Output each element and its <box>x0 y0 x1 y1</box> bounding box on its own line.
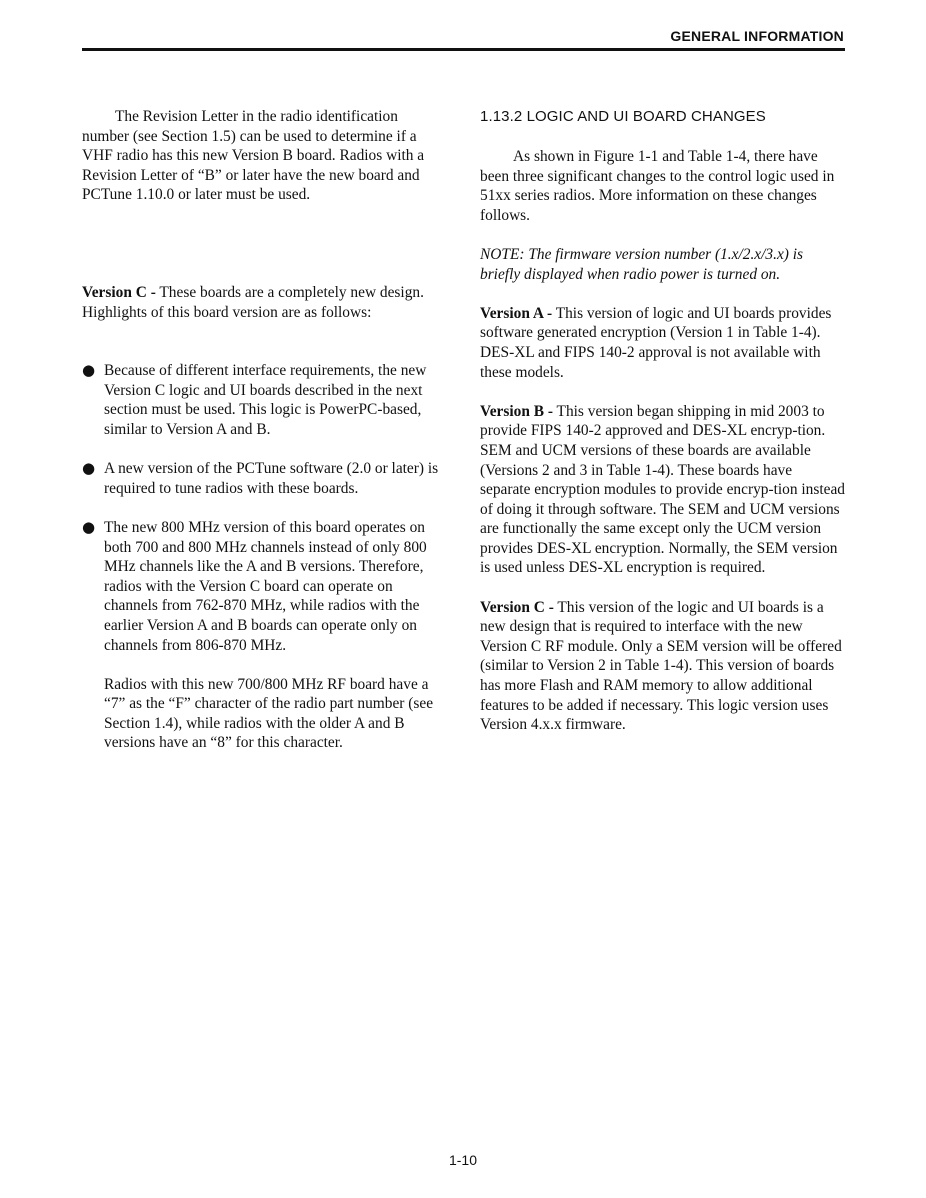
bullet-icon: ● <box>82 517 96 536</box>
page-number: 1-10 <box>448 1152 478 1168</box>
version-a-text: This version of logic and UI boards provides software generated encryption (Version 1 in Table 1-4). DES-XL and FIPS 140-2 approval is not available with these models. <box>480 304 832 381</box>
version-b-label: Version B - <box>480 402 553 420</box>
bullet-followup-paragraph: Radios with this new 700/800 MHz RF board have a “7” as the “F” character of the radio part number (see Section 1.4), while radios with the older A and B versions have an “8” for this character. <box>104 675 434 752</box>
version-a-label: Version A - <box>480 304 553 322</box>
version-c-label: Version C - <box>82 284 156 301</box>
intro-paragraph: As shown in Figure 1-1 and Table 1-4, there have been three significant changes to the control logic used in 51xx series radios. More information on these changes follows. <box>480 148 835 224</box>
bullet-icon: ● <box>82 459 96 478</box>
header-rule <box>82 48 845 51</box>
version-b-paragraph <box>480 402 846 578</box>
version-c-text: These boards are a completely new design. Highlights of this board version are as follows: <box>82 284 424 321</box>
version-c-paragraph <box>480 598 846 735</box>
list-item-text: The new 800 MHz version of this board operates on both 700 and 800 MHz channels instead of only 800 MHz channels like the A and B versions. Therefore, radios with the Version C board can operate on channels from 762-870 MHz, while radios with the earlier Version A and B boards can operate only on channels from 806-870 MHz. <box>104 518 427 654</box>
version-c-text: This version of the logic and UI boards is a new design that is required to interface with the new Version C RF module. Only a SEM version will be offered (similar to Version 2 in Table 1-4). This version of boards has more Flash and RAM memory to allow additional features to be added if necessary. This logic version uses Version 4.x.x firmware. <box>480 598 842 734</box>
intro-paragraph: The Revision Letter in the radio identification number (see Section 1.5) can be used to determine if a VHF radio has this new Version B board. Radios with a Revision Letter of “B” or later have the new board and PCTune 1.10.0 or later must be used. <box>82 108 425 204</box>
running-header-title: GENERAL INFORMATION <box>670 28 844 44</box>
list-item-text: A new version of the PCTune software (2.0 or later) is required to tune radios with these boards. <box>104 460 439 497</box>
section-heading: 1.13.2 LOGIC AND UI BOARD CHANGES <box>480 108 766 125</box>
version-a-paragraph <box>480 304 846 382</box>
version-c-label: Version C - <box>480 598 554 616</box>
list-item <box>82 459 448 498</box>
list-item <box>82 361 448 439</box>
list-item-text: Because of different interface requirements, the new Version C logic and UI boards described in the next section must be used. This logic is PowerPC-based, similar to Version A and B. <box>104 362 427 438</box>
version-c-paragraph <box>82 283 448 322</box>
version-b-text: This version began shipping in mid 2003 to provide FIPS 140-2 approved and DES-XL encryp-tion. SEM and UCM versions of these boards are available (Versions 2 and 3 in Table 1-4). These boards have separate encryption modules to provide encryp-tion instead of doing it through software. The SEM and UCM versions are functionally the same except only the UCM version provides DES-XL encryption. Normally, the SEM version is used unless DES-XL encryption is required. <box>480 402 845 577</box>
firmware-note: NOTE: The firmware version number (1.x/2.x/3.x) is briefly displayed when radio power is turned on. <box>480 245 804 283</box>
right-column <box>480 107 846 735</box>
list-item <box>82 518 448 655</box>
highlights-list <box>82 361 448 655</box>
bullet-icon: ● <box>82 361 96 380</box>
left-column <box>82 107 448 753</box>
